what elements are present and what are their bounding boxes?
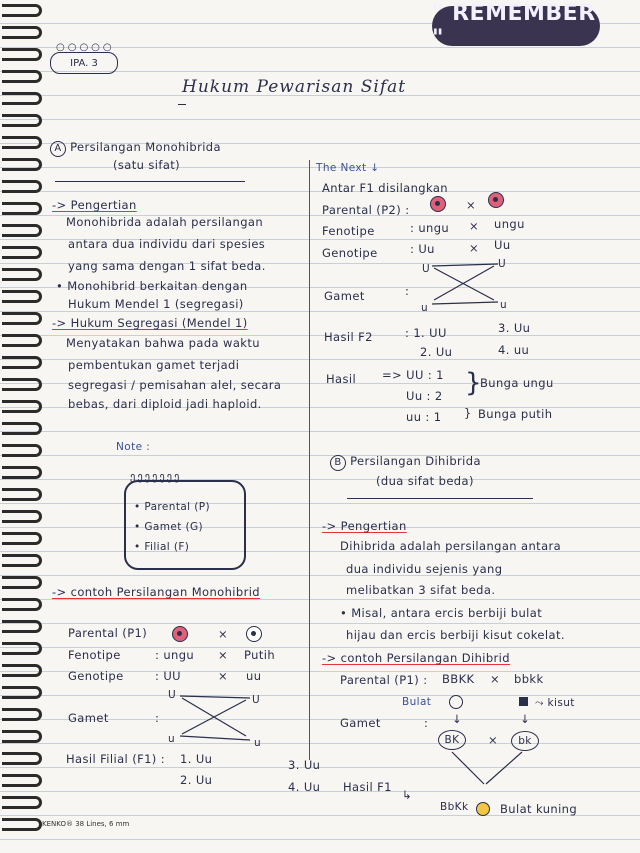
subject-tag: IPA. 3 (50, 52, 118, 74)
pengertian-b-line: melibatkan 3 sifat beda. (346, 583, 496, 597)
arrow-icon: ↳ (402, 788, 413, 802)
fenotipe-next-val: × (469, 219, 480, 233)
gamet-a-letter: u (254, 737, 262, 749)
hasil-ratio-row: uu : 1 (406, 410, 442, 424)
hasil-filial-item: 2. Uu (180, 773, 213, 787)
hukum-line: pembentukan gamet terjadi (68, 358, 240, 372)
spiral-ring (2, 642, 42, 655)
gamet-next-colon: : (405, 284, 410, 298)
hasil-f2-item: 3. Uu (498, 321, 531, 335)
spiral-ring (2, 246, 42, 259)
tag-rings-icon: ○○○○○ (56, 42, 115, 53)
parental-b-label: Parental (P1) : (340, 673, 428, 687)
parental-a-label: Parental (P1) (68, 626, 148, 640)
hukum-line: Menyatakan bahwa pada waktu (66, 336, 260, 350)
bullet-line: • Monohibrid berkaitan dengan (56, 279, 248, 293)
title-dash (178, 104, 186, 105)
gamet-b-x: × (488, 733, 499, 747)
genotipe-next-val: × (469, 241, 480, 255)
gamet-a-letter: U (252, 694, 261, 706)
round-seed-icon (449, 695, 463, 709)
hasil-f1-b-desc: Bulat kuning (500, 802, 578, 816)
notebook-brand: KENKO® 38 Lines, 6 mm (42, 820, 130, 828)
bulat-label: Bulat (402, 696, 432, 708)
spiral-ring (2, 774, 42, 787)
hasil-f2-label: Hasil F2 (324, 330, 373, 344)
gamet-b-merge-lines (448, 750, 528, 790)
section-a-title: Persilangan Monohibrida (70, 140, 221, 154)
purple-flower-icon (488, 192, 504, 208)
pengertian-a-heading: -> Pengertian (52, 198, 137, 212)
fenotipe-next-label: Fenotipe (322, 224, 375, 238)
spiral-ring (2, 422, 42, 435)
spiral-ring (2, 268, 42, 281)
note-item: • Filial (F) (134, 541, 190, 553)
hasil-ratio-row: Uu : 2 (406, 389, 443, 403)
pengertian-b-line: dua individu sejenis yang (346, 562, 503, 576)
note-label: Note : (116, 441, 151, 453)
spiral-ring (2, 598, 42, 611)
hasil-f2-item: : 1. UU (405, 326, 447, 340)
bunga-putih-brace-icon: } (464, 406, 472, 420)
spiral-ring (2, 158, 42, 171)
spiral-ring (2, 664, 42, 677)
parental-next-label: Parental (P2) : (322, 203, 410, 217)
hasil-f1-b-label: Hasil F1 (343, 780, 392, 794)
pengertian-b-line: • Misal, antara ercis berbiji bulat (340, 606, 543, 620)
gamet-next-label: Gamet (324, 289, 365, 303)
spiral-ring (2, 400, 42, 413)
spiral-ring (2, 730, 42, 743)
genotipe-a-val: : UU (155, 669, 181, 683)
genotipe-next-val: Uu (494, 238, 511, 252)
spiral-ring (2, 290, 42, 303)
spiral-ring (2, 796, 42, 809)
spiral-ring (2, 356, 42, 369)
gamet-b-colon: : (424, 716, 429, 730)
parental-b-val: × (490, 672, 501, 686)
spiral-ring (2, 70, 42, 83)
spiral-ring (2, 444, 42, 457)
gamet-a-letter: U (168, 689, 177, 701)
fenotipe-a-val: : ungu (155, 648, 195, 662)
spiral-ring (2, 708, 42, 721)
down-arrow-icon: ↓ (520, 712, 531, 726)
bunga-ungu: Bunga ungu (480, 376, 554, 390)
parental-b-val: bbkk (514, 672, 544, 686)
gamet-b-label: Gamet (340, 716, 381, 730)
pengertian-b-heading: -> Pengertian (322, 519, 407, 533)
genotipe-a-label: Genotipe (68, 669, 124, 683)
spiral-ring (2, 48, 42, 61)
parental-next-x: × (466, 198, 477, 212)
spiral-ring (2, 334, 42, 347)
pengertian-a-line: yang sama dengan 1 sifat beda. (68, 259, 266, 273)
column-divider (309, 160, 310, 760)
spiral-binding (0, 0, 46, 853)
spiral-ring (2, 224, 42, 237)
spiral-ring (2, 202, 42, 215)
spiral-ring (2, 4, 42, 17)
kisut-label: ⤳ kisut (535, 697, 575, 709)
yellow-round-seed-icon (476, 802, 490, 816)
spiral-ring (2, 818, 42, 831)
kisut-text: kisut (547, 697, 575, 709)
gamet-a-letter: u (168, 733, 176, 745)
section-b-title: Persilangan Dihibrida (350, 454, 481, 468)
spiral-ring (2, 554, 42, 567)
gamet-bk-lower: bk (511, 731, 539, 751)
spiral-ring (2, 576, 42, 589)
bullet-line: Hukum Mendel 1 (segregasi) (68, 297, 244, 311)
bunga-putih: Bunga putih (478, 407, 553, 421)
fenotipe-a-val: × (218, 648, 229, 662)
purple-flower-icon (430, 196, 446, 212)
gamet-bk-upper: BK (438, 730, 466, 750)
gamet-a-label: Gamet (68, 711, 109, 725)
brace-icon: } (465, 368, 482, 398)
genotipe-next-val: : Uu (410, 242, 435, 256)
contoh-monohibrid-heading: -> contoh Persilangan Monohibrid (52, 585, 261, 599)
pengertian-b-line: Dihibrida adalah persilangan antara (340, 539, 562, 553)
hasil-filial-label: Hasil Filial (F1) : (66, 752, 166, 766)
next-line: Antar F1 disilangkan (322, 181, 448, 195)
hasil-ratio-row: => UU : 1 (382, 368, 444, 382)
spiral-ring (2, 620, 42, 633)
section-b-letter: B (330, 455, 346, 471)
down-arrow-icon: ↓ (452, 712, 463, 726)
gamet-a-cross-arrows (176, 690, 256, 746)
hasil-f2-item: 4. uu (498, 343, 530, 357)
page-title: Hukum Pewarisan Sifat (182, 77, 407, 97)
gamet-next-letter: U (498, 258, 507, 270)
spiral-ring (2, 312, 42, 325)
gamet-next-letter: U (422, 263, 431, 275)
hukum-segregasi-heading (52, 316, 248, 330)
hasil-f2-item: 2. Uu (420, 345, 453, 359)
hukum-line: segregasi / pemisahan alel, secara (68, 378, 282, 392)
note-item: • Parental (P) (134, 501, 210, 513)
fenotipe-next-val: : ungu (410, 221, 450, 235)
spiral-ring (2, 26, 42, 39)
pengertian-a-line: antara dua individu dari spesies (68, 237, 266, 251)
white-flower-icon (246, 626, 262, 642)
hasil-f1-b-val: BbKk (440, 801, 469, 813)
section-a-heading (50, 140, 221, 157)
hasil-ratio-label: Hasil (326, 372, 357, 386)
spiral-ring (2, 488, 42, 501)
the-next-heading: The Next ↓ (316, 162, 380, 174)
contoh-dihibrid-heading: -> contoh Persilangan Dihibrid (322, 651, 510, 665)
gamet-next-letter: u (500, 299, 508, 311)
genotipe-a-val: uu (246, 669, 262, 683)
spiral-ring (2, 378, 42, 391)
hukum-line: bebas, dari diploid jadi haploid. (68, 397, 262, 411)
section-b-underline (347, 498, 533, 499)
section-a-letter: A (50, 141, 66, 157)
parental-b-val: BBKK (442, 672, 475, 686)
spiral-ring (2, 752, 42, 765)
gamet-next-cross-arrows (428, 258, 502, 310)
section-b-heading (330, 454, 481, 471)
spiral-ring (2, 532, 42, 545)
spiral-ring (2, 686, 42, 699)
fenotipe-next-val: ungu (494, 217, 525, 231)
hasil-filial-item: 4. Uu (288, 780, 321, 794)
remember-badge: " REMEMBER " (432, 6, 600, 46)
gamet-next-letter: u (421, 302, 429, 314)
genotipe-next-label: Genotipe (322, 246, 378, 260)
pengertian-b-line: hijau dan ercis berbiji kisut cokelat. (346, 628, 565, 642)
spiral-ring (2, 92, 42, 105)
spiral-ring (2, 466, 42, 479)
spiral-ring (2, 136, 42, 149)
spiral-ring (2, 114, 42, 127)
note-rings-icon: ეეეეეეე (130, 471, 182, 483)
spiral-ring (2, 510, 42, 523)
hasil-filial-item: 3. Uu (288, 758, 321, 772)
purple-flower-icon (172, 626, 188, 642)
wrinkled-seed-icon (519, 697, 528, 706)
spiral-ring (2, 180, 42, 193)
fenotipe-a-label: Fenotipe (68, 648, 121, 662)
gamet-a-colon: : (155, 711, 160, 725)
section-b-subtitle: (dua sifat beda) (376, 474, 474, 488)
note-item: • Gamet (G) (134, 521, 203, 533)
fenotipe-a-val: Putih (244, 648, 276, 662)
genotipe-a-val: × (218, 669, 229, 683)
section-a-underline (55, 181, 245, 182)
parental-a-x: × (218, 627, 229, 641)
section-a-subtitle: (satu sifat) (113, 158, 181, 172)
pengertian-a-line: Monohibrida adalah persilangan (66, 215, 264, 229)
hasil-filial-item: 1. Uu (180, 752, 213, 766)
hukum-segregasi-text: -> Hukum Segregasi (Mendel 1) (52, 316, 248, 330)
